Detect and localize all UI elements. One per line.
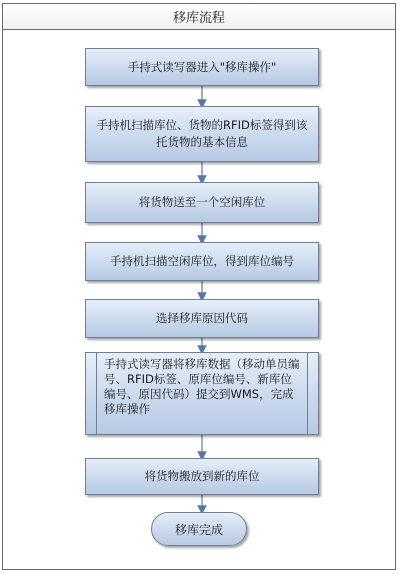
step-move-to-free-slot: 将货物送至一个空闲库位 bbox=[85, 182, 319, 223]
step-select-reason-code: 选择移库原因代码 bbox=[85, 299, 319, 338]
step-submit-to-wms: 手持式读写器将移库数据（移动单员编号、RFID标签、原库位编号、新库位编号、原因代码）提交到WMS，完成移库操作 bbox=[85, 352, 319, 435]
step-scan-free-slot: 手持机扫描空闲库位，得到库位编号 bbox=[85, 242, 319, 281]
end-node: 移库完成 bbox=[151, 512, 247, 546]
step-scan-rfid-tags: 手持机扫描库位、货物的RFID标签得到该托货物的基本信息 bbox=[85, 106, 319, 162]
flowchart-title: 移库流程 bbox=[3, 4, 395, 30]
step-enter-move-mode: 手持式读写器进入"移库操作" bbox=[85, 48, 319, 86]
step-place-goods: 将货物搬放到新的库位 bbox=[85, 458, 319, 495]
